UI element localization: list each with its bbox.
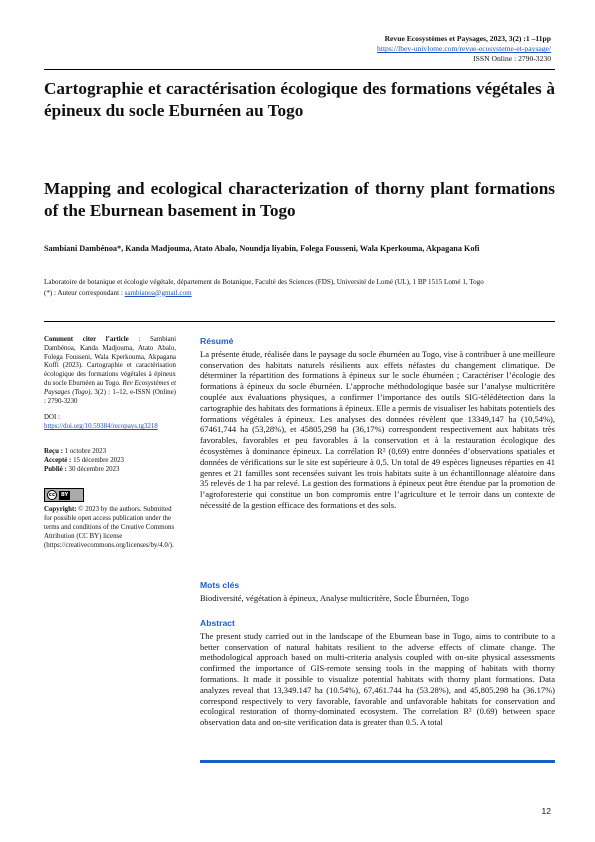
doi-link[interactable]: https://doi.org/10.59384/recopays.tg3218 [44,423,158,431]
journal-url-link[interactable]: https://lbev-univlome.com/revue-ecosysteme-et-paysage/ [377,44,551,54]
resume-section [200,336,555,511]
copyright-text: © 2023 by the authors. Submitted for possible open access publication under the terms and conditions of the Creative Commons Attribution (CC BY) license (https://creativecommons.org/licenses/by/4.0/). [44,506,175,549]
citation-block [44,336,176,406]
accepted-label: Accepté : [44,456,72,464]
article-sidebar [44,336,176,550]
affiliation-block [44,277,555,298]
doi-label: DOI : [44,414,60,422]
received-date [44,448,176,457]
published-label: Publié : [44,465,67,473]
keywords-section [200,580,555,604]
author-list: Sambiani Dambénoa*, Kanda Madjouma, Atato Abalo, Noundja liyabin, Folega Fousseni, Wala Kperkouma, Akpagana Kofi [44,244,480,253]
keywords-heading: Mots clés [200,580,240,590]
journal-name: Revue Ecosystèmes et Paysages, 2023, 3(2) :1 –11pp [384,34,551,43]
issn-label: ISSN Online : 2790-3230 [473,54,551,64]
accepted-value: 15 décembre 2023 [71,456,124,464]
abstract-text: The present study carried out in the landscape of the Eburnean base in Togo, aims to contribute to a better conservation of natural habitats resilient to the adverse effects of climate change. The methodological approach based on multi-criteria analysis coupled with on-site physical assessments confirmed the importance of GIS-remote sensing tools in the mapping of habitats with thorny formations. It made it possible to visualize potential habitats with thorny plant formations. Data analyzes reveal that 13,349.147 ha (10.54%), 67,461.744 ha (53.28%), and 45,805.298 ha (36.17%) correspond respectively to very favorable, favorable and unfavorable habitats for conservation and ecological restoration of thorny-dominated ecosystem. The correlation R² (0.69) between space observation data and on-site verification data is greater than 0.5. A total [200,630,555,728]
citation-journal: Rev Ecosystèmes et Paysages (Togo), [44,379,176,396]
correspondent-label: (*) : Auteur correspondant : [44,288,125,297]
resume-text: La présente étude, réalisée dans le paysage du socle éburnéen au Togo, vise à contribuer à une meilleure conservation des habitats naturels résilients aux effets néfastes du changement climatique. De déterminer la répartition des formations à épineux sur le socle éburnéen ; Caractériser l’écologie des formations à épineux du socle éburnéen. L’approche méthodologique basée sur l’analyse multicritère couplée aux évaluations physiques, a confirmer l’importance des outils SIG-télédétection dans la cartographie des habitats des formations à épineux. Elle a permis de visualiser les habitats potentiels des formations végétales à épineux. Les analyses des données révèlent que 13349,147 ha (10,54%), 67461,744 ha (53,28%), et 45805,298 ha (36,17%) correspondent respectivement aux habitats très favorables, favorables et peu favorables à la conservation et à la restauration écologique des écosystèmes à dominance épineux. La corrélation R² (0,69) entre données d’observations spatiales et données de vérifications sur le site est supérieure à 0,5. Un total de 49 espèces ligneuses réparties en 41 genres et 21 familles sont recensées suivant les trois habitats suite à un échantillonnage aléatoire dans 35 relevés de 1 ha par relevé. La gestion des formations à épineux peut être étendue par la promotion de l’agroforesterie qui constitue un bon compromis entre l’agriculture et le terroir dans un contexte de nécessité de la gestion efficace des formations et des sols. [200,348,555,510]
section-divider [44,321,555,322]
citation-tail: 3(2) : 1–12, e-ISSN (Online) : 2790-3230 [44,388,176,405]
abstract-section [200,618,555,728]
cc-by-license-icon[interactable] [44,488,84,502]
abstract-heading: Abstract [200,618,235,628]
received-value: 1 octobre 2023 [62,447,107,455]
cc-logo-icon: cc [47,490,57,500]
copyright-label: Copyright: [44,506,77,514]
title-french: Cartographie et caractérisation écologique des formations végétales à épineux du socle Eburnéen au Togo [44,79,555,120]
published-date [44,466,176,475]
citation-text: : Sambiani Dambénoa, Kanda Madjouma, Atato Abalo, Folega Fousseni, Wala Kperkouma, Akpagana Koffi (2023). Cartographie et caractérisation écologique des formations végétales à épineux du socle Eburnéen au Togo. [44,336,177,387]
citation-label: Comment citer l’article [44,336,129,343]
resume-heading: Résumé [200,336,234,346]
affiliation-text: Laboratoire de botanique et écologie végétale, département de Botanique, Faculté des Sciences (FDS), Université de Lomé (UL), 1 BP 1515 Lomé 1, Togo [44,278,484,286]
by-badge-icon: BY [61,491,69,498]
footer-accent-bar [200,760,555,763]
correspondent-email-link[interactable]: sambianoa@gmail.com [124,288,192,297]
accepted-date [44,457,176,466]
page-number: 12 [541,806,551,816]
received-label: Reçu : [44,447,63,455]
correspondent-line [44,288,555,299]
title-english: Mapping and ecological characterization of thorny plant formations of the Eburnean basement in Togo [44,179,555,220]
keywords-text: Biodiversité, végétation à épineux, Analyse multicritère, Socle Éburnéen, Togo [200,592,469,603]
header-divider [44,69,555,70]
published-value: 30 décembre 2023 [66,465,120,473]
copyright-notice [44,506,176,550]
journal-header [377,34,551,65]
